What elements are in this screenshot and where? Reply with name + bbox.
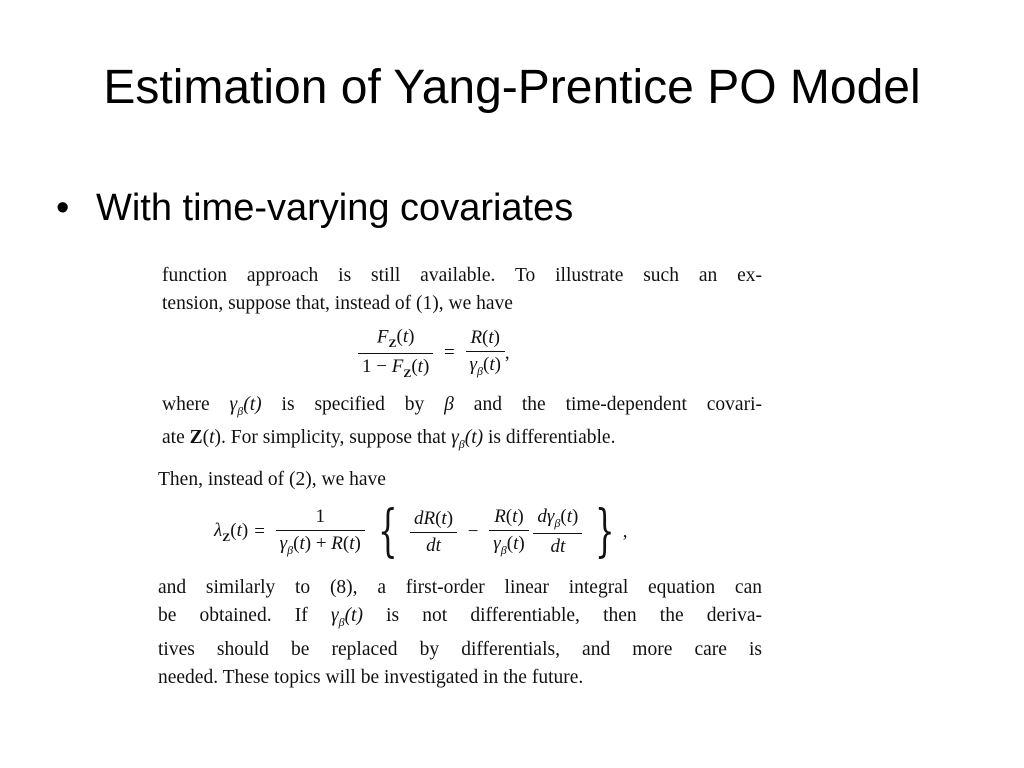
equation-hazard-coefficient: $\frac{1}{\gamma_\beta(t) + R(t)}$ (276, 506, 365, 558)
equation-odds-lhs-fraction: $\frac{F_Z(t)}{1 - F_Z(t)}$ (358, 326, 433, 381)
equation-hazard-term2b: $\frac{d\gamma_\beta(t)}{dt}$ (533, 506, 582, 558)
equation-hazard: $\lambda_Z(t)$ = $\frac{1}{\gamma_\beta(t) + R(t)}$ { $\frac{dR(t)}{dt}$ − $\frac{R(t)}{\gamma_\beta(t)}$ $\frac{d\gamma_\beta(t)}{dt}$ } , (214, 499, 628, 565)
equation-odds: $\frac{F_Z(t)}{1 - F_Z(t)}$ = $\frac{R(t)}{\gamma_\beta(t)}$ , (358, 326, 762, 381)
equation-hazard-term1: $\frac{dR(t)}{dt}$ (410, 508, 457, 557)
excerpt-paragraph-2 (162, 391, 762, 459)
right-brace: } (595, 499, 615, 565)
bullet-text: With time-varying covariates (96, 187, 574, 229)
excerpt-line: ate Z(t). For simplicity, suppose that $\gamma_\beta(t)$ is differentiable. (162, 427, 616, 452)
excerpt-line: and similarly to (8), a first-order linear integral equation can (158, 577, 762, 599)
bullet-marker: • (56, 187, 70, 229)
excerpt-line: function approach is still available. To illustrate such an ex- (162, 265, 762, 286)
bullet-item (56, 188, 573, 230)
excerpt-line: needed. These topics will be investigated in the future. (158, 667, 584, 689)
paper-excerpt-image (158, 262, 762, 692)
equation-odds-rhs-fraction: $\frac{R(t)}{\gamma_\beta(t)}$ (466, 327, 505, 379)
excerpt-line: tension, suppose that, instead of (1), we have (162, 293, 513, 314)
excerpt-paragraph-1 (162, 262, 762, 318)
left-brace: { (377, 499, 398, 565)
excerpt-paragraph-4 (158, 574, 762, 692)
equation-hazard-term2a: $\frac{R(t)}{\gamma_\beta(t)}$ (489, 506, 528, 558)
excerpt-line: Then, instead of (2), we have (158, 469, 386, 491)
excerpt-line: be obtained. If $\gamma_\beta(t)$ is not differentiable, then the deriva- (158, 605, 762, 630)
excerpt-line: where $\gamma_\beta(t)$ is specified by β and the time-dependent covari- (162, 393, 762, 418)
slide-title: Estimation of Yang-Prentice PO Model (103, 61, 921, 114)
excerpt-paragraph-3 (158, 466, 762, 494)
excerpt-line: tives should be replaced by differentials, and more care is (158, 639, 762, 661)
